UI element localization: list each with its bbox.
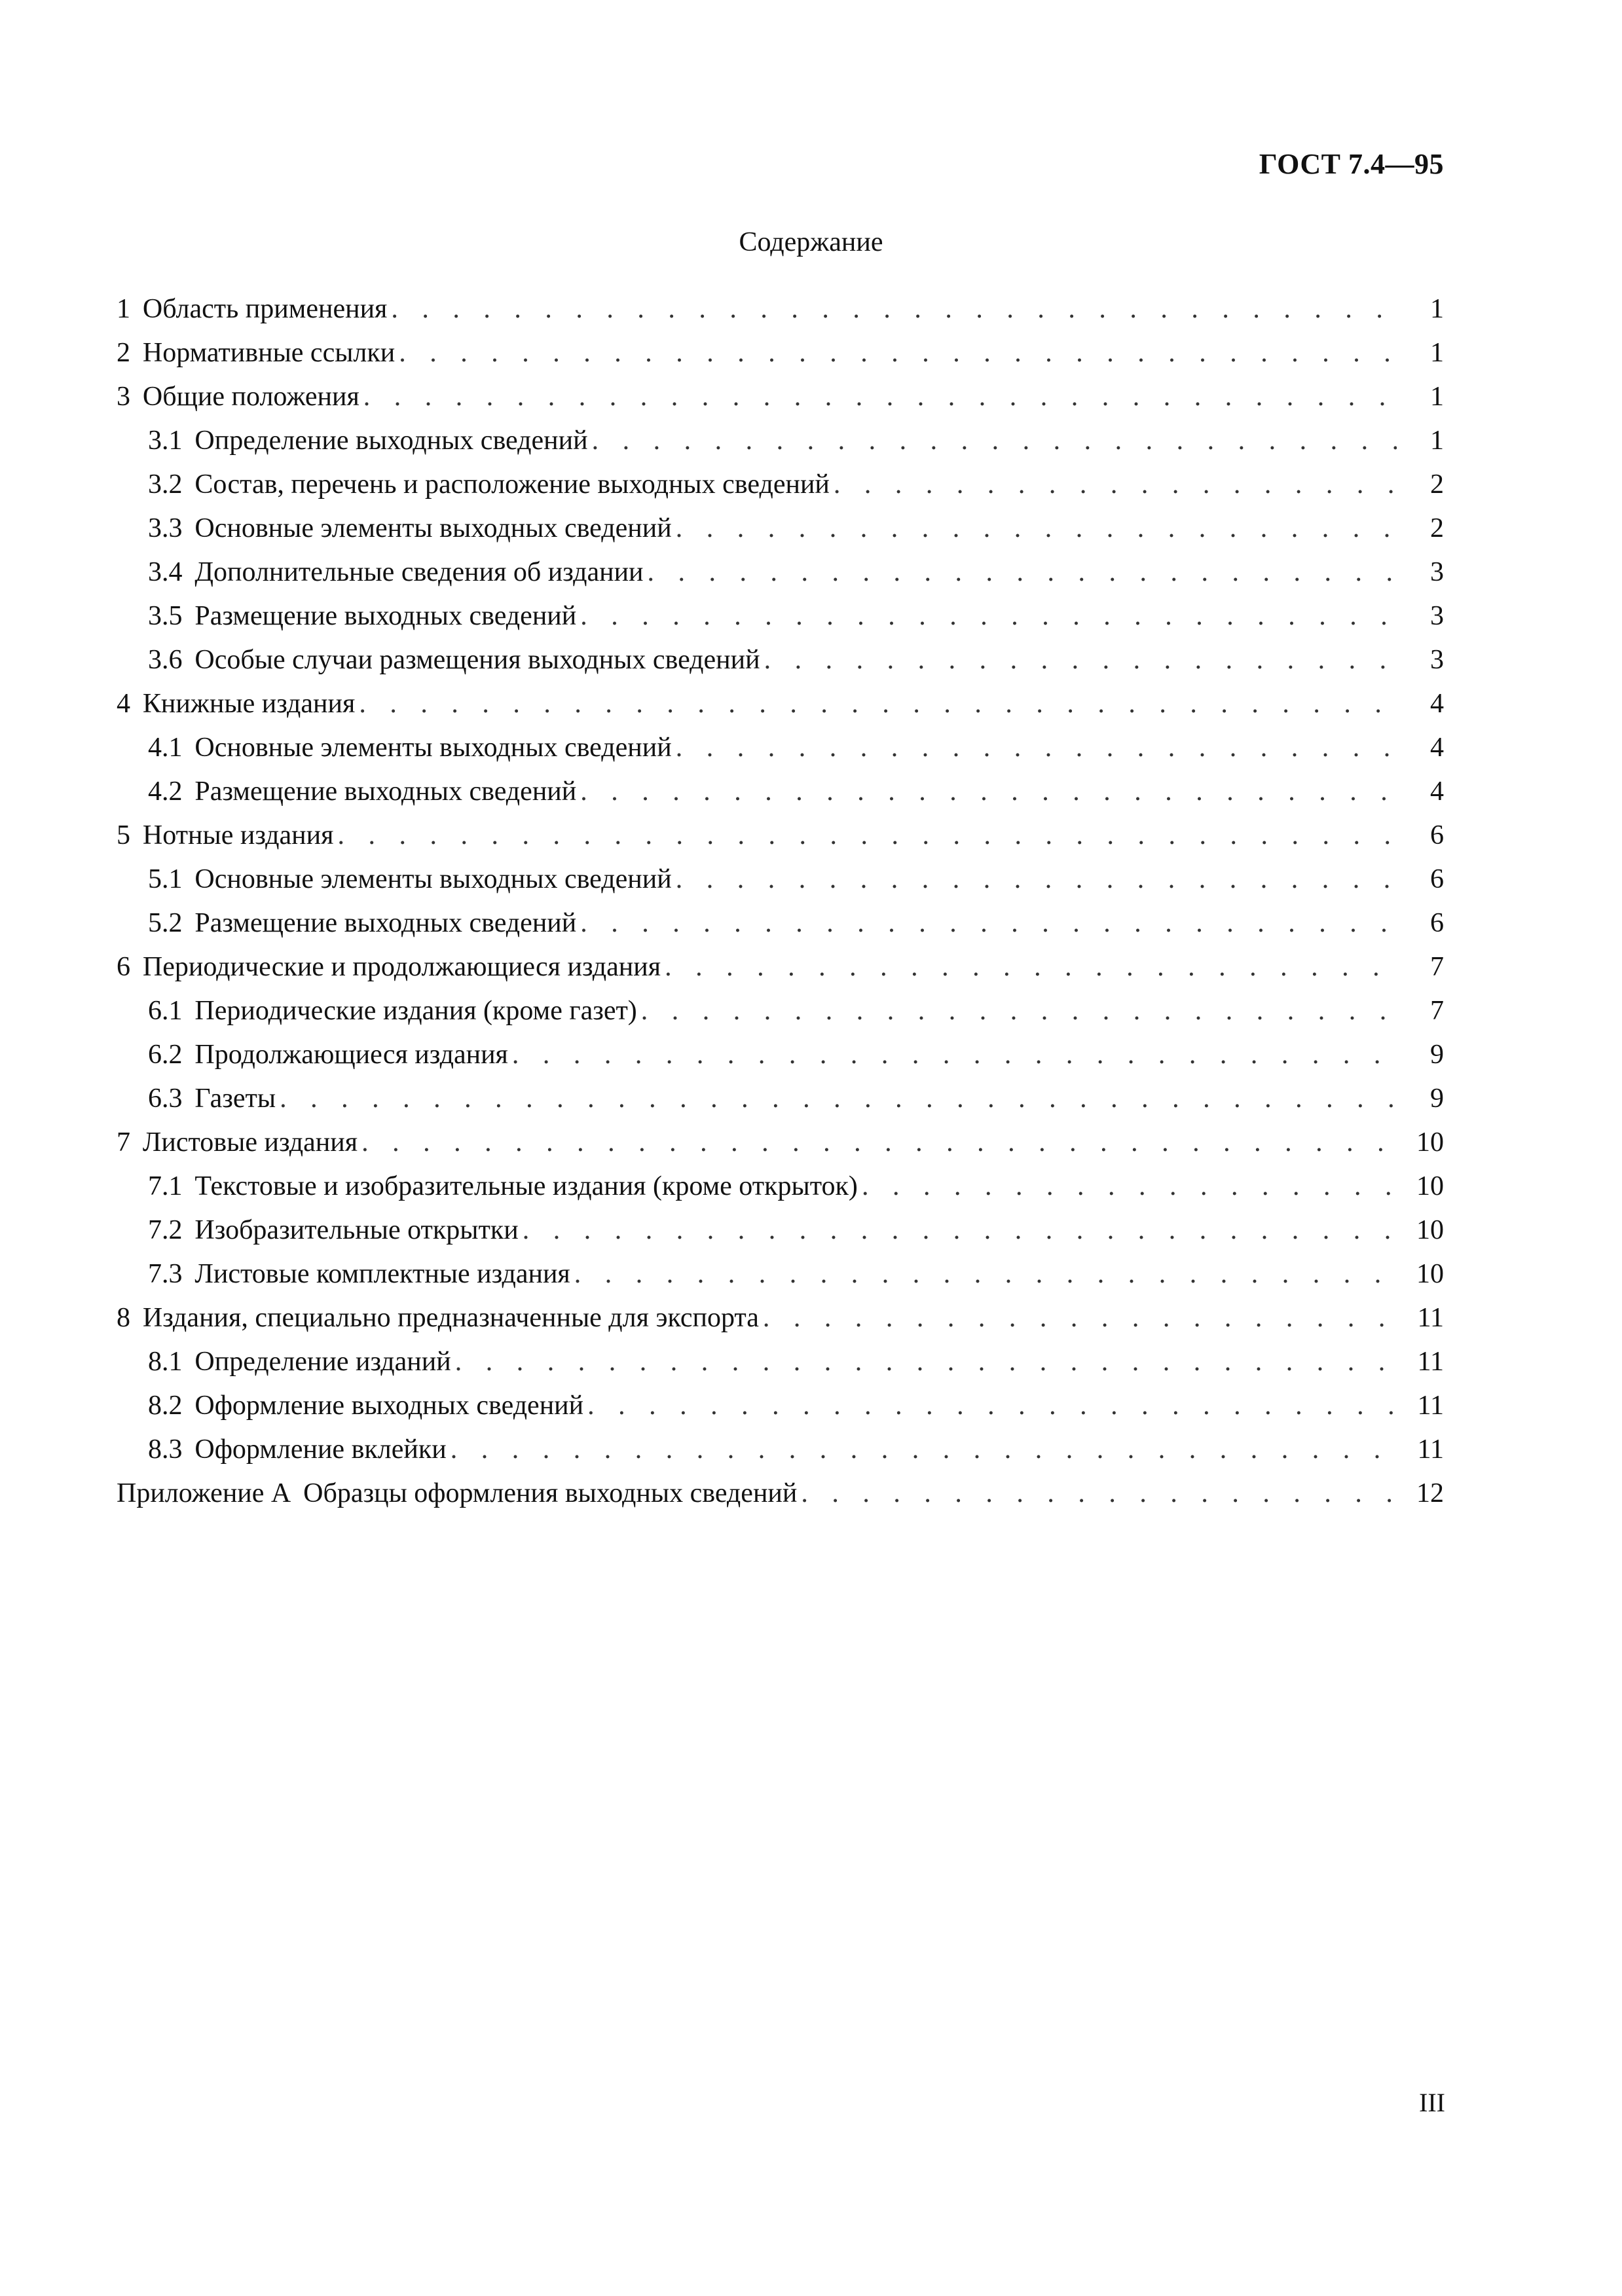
toc-leader-dots <box>592 425 1397 456</box>
toc-entry-title: Периодические издания (кроме газет) <box>194 996 637 1026</box>
toc-entry[interactable] <box>117 951 1444 995</box>
toc-leader-dots <box>359 688 1397 720</box>
toc-entry-title: Листовые комплектные издания <box>194 1259 570 1289</box>
toc-entry-number: 4.1 <box>148 733 183 763</box>
toc-entry-title: Основные элементы выходных сведений <box>194 864 672 894</box>
toc-entry-number: 6.3 <box>148 1084 183 1114</box>
toc-entry-title: Основные элементы выходных сведений <box>194 513 672 543</box>
toc-leader-dots <box>280 1083 1397 1114</box>
toc-entry-title: Изобразительные открытки <box>194 1215 519 1245</box>
toc-entry-title: Дополнительные сведения об издании <box>194 557 644 587</box>
toc-entry-title: Оформление вклейки <box>194 1434 447 1465</box>
toc-entry[interactable] <box>117 293 1444 337</box>
toc-entry-page: 11 <box>1417 1391 1444 1421</box>
toc-entry-label <box>117 293 387 325</box>
toc-entry-number: Приложение А <box>117 1478 291 1508</box>
toc-entry[interactable] <box>117 381 1444 425</box>
toc-entry[interactable] <box>117 600 1444 644</box>
toc-entry-number: 3.2 <box>148 469 183 500</box>
toc-entry-page: 1 <box>1430 338 1444 368</box>
toc-leader-dots <box>676 513 1397 544</box>
toc-leader-dots <box>665 951 1397 983</box>
toc-entry-label <box>148 776 576 807</box>
toc-entry[interactable] <box>117 1390 1444 1434</box>
toc-leader-dots <box>512 1039 1397 1070</box>
toc-entry[interactable] <box>117 1302 1444 1346</box>
toc-entry-title: Область применения <box>142 294 388 324</box>
toc-entry-number: 3.1 <box>148 426 183 456</box>
toc-entry[interactable] <box>117 1127 1444 1171</box>
toc-entry-number: 7.3 <box>148 1259 183 1289</box>
toc-entry-title: Нотные издания <box>142 820 334 850</box>
toc-entry-label <box>148 1258 570 1290</box>
toc-entry-number: 6 <box>117 952 130 982</box>
toc-entry[interactable] <box>117 732 1444 776</box>
toc-entry-number: 3.3 <box>148 513 183 543</box>
toc-entry-title: Продолжающиеся издания <box>194 1040 508 1070</box>
toc-entry-page: 1 <box>1430 426 1444 456</box>
toc-entry-page: 1 <box>1430 294 1444 324</box>
toc-entry-number: 3.4 <box>148 557 183 587</box>
toc-entry-number: 1 <box>117 294 130 324</box>
toc-entry-label <box>148 1083 276 1114</box>
toc-entry-label <box>148 469 830 500</box>
toc-entry-number: 8.2 <box>148 1391 183 1421</box>
toc-entry-label <box>148 995 637 1027</box>
toc-entry-title: Состав, перечень и расположение выходных сведений <box>194 469 830 500</box>
toc-entry-page: 3 <box>1430 645 1444 675</box>
toc-entry-title: Текстовые и изобразительные издания (кроме открыток) <box>194 1171 858 1201</box>
toc-entry-page: 4 <box>1430 776 1444 807</box>
toc-title: Содержание <box>739 227 883 257</box>
toc-entry-label <box>148 513 672 544</box>
toc-entry-title: Периодические и продолжающиеся издания <box>142 952 661 982</box>
toc-entry-page: 2 <box>1430 469 1444 500</box>
toc-entry-label <box>117 951 661 983</box>
toc-entry-number: 2 <box>117 338 130 368</box>
toc-entry[interactable] <box>117 556 1444 600</box>
toc-entry-number: 8.1 <box>148 1347 183 1377</box>
toc-entry-number: 8.3 <box>148 1434 183 1465</box>
toc-entry-number: 7 <box>117 1127 130 1157</box>
toc-entry-number: 7.2 <box>148 1215 183 1245</box>
toc-entry-label <box>117 1478 797 1509</box>
toc-entry-title: Определение изданий <box>194 1347 451 1377</box>
toc-entry-number: 6.2 <box>148 1040 183 1070</box>
toc-leader-dots <box>580 907 1397 939</box>
toc-leader-dots <box>676 864 1397 895</box>
toc-entry-title: Размещение выходных сведений <box>194 908 577 938</box>
toc-leader-dots <box>648 556 1397 588</box>
toc-entry[interactable] <box>117 1171 1444 1214</box>
toc-leader-dots <box>764 644 1397 676</box>
toc-entry[interactable] <box>117 688 1444 732</box>
toc-entry-label <box>148 907 576 939</box>
toc-entry-label <box>148 1039 508 1070</box>
toc-entry[interactable] <box>117 1214 1444 1258</box>
toc-entry-page: 9 <box>1430 1040 1444 1070</box>
toc-entry-number: 5.2 <box>148 908 183 938</box>
toc-entry-number: 5.1 <box>148 864 183 894</box>
toc-entry[interactable] <box>117 644 1444 688</box>
page-number: III <box>1419 2088 1445 2117</box>
toc-entry[interactable] <box>117 995 1444 1039</box>
toc-entry[interactable] <box>117 425 1444 469</box>
toc-leader-dots <box>399 337 1397 369</box>
toc-leader-dots <box>801 1478 1397 1509</box>
toc-entry-label <box>148 1434 447 1465</box>
toc-entry-title: Книжные издания <box>142 689 356 719</box>
toc-leader-dots <box>455 1346 1397 1377</box>
toc-entry-page: 6 <box>1430 864 1444 894</box>
toc-entry-page: 4 <box>1430 733 1444 763</box>
toc-entry-page: 10 <box>1416 1127 1444 1157</box>
toc-leader-dots <box>641 995 1397 1027</box>
toc-entry-number: 4 <box>117 689 130 719</box>
toc-entry-label <box>148 732 672 763</box>
toc-entry-label <box>148 600 576 632</box>
toc-entry-title: Общие положения <box>142 382 359 412</box>
toc-entry-number: 3.6 <box>148 645 183 675</box>
toc-entry-number: 5 <box>117 820 130 850</box>
toc-entry-title: Оформление выходных сведений <box>194 1391 584 1421</box>
toc-entry[interactable] <box>117 1478 1444 1522</box>
toc-entry-label <box>148 425 588 456</box>
toc-entry-label <box>117 381 359 412</box>
toc-entry-page: 6 <box>1430 820 1444 850</box>
toc-leader-dots <box>580 776 1397 807</box>
toc-entry-title: Нормативные ссылки <box>142 338 396 368</box>
toc-entry-page: 3 <box>1430 557 1444 587</box>
toc-entry-label <box>117 820 333 851</box>
toc-entry-title: Листовые издания <box>142 1127 358 1157</box>
toc-entry-label <box>148 864 672 895</box>
toc-leader-dots <box>763 1302 1397 1334</box>
toc-leader-dots <box>834 469 1397 500</box>
toc-entry-label <box>148 644 760 676</box>
toc-entry[interactable] <box>117 776 1444 820</box>
toc-entry[interactable] <box>117 1258 1444 1302</box>
toc-entry[interactable] <box>117 1083 1444 1127</box>
toc-entry-page: 2 <box>1430 513 1444 543</box>
toc-entry-label <box>117 1302 759 1334</box>
toc-entry-page: 6 <box>1430 908 1444 938</box>
toc-entry-page: 11 <box>1417 1303 1444 1333</box>
toc-entry[interactable] <box>117 1434 1444 1478</box>
toc-entry[interactable] <box>117 1346 1444 1390</box>
toc-entry-page: 7 <box>1430 952 1444 982</box>
toc-entry-title: Размещение выходных сведений <box>194 601 577 631</box>
toc-entry-page: 4 <box>1430 689 1444 719</box>
toc-leader-dots <box>363 381 1397 412</box>
toc-entry-page: 3 <box>1430 601 1444 631</box>
toc-entry-number: 8 <box>117 1303 130 1333</box>
toc-entry[interactable] <box>117 907 1444 951</box>
toc-leader-dots <box>337 820 1397 851</box>
toc-entry-title: Особые случаи размещения выходных сведений <box>194 645 760 675</box>
toc-entry-label <box>148 1390 583 1421</box>
toc-entry-label <box>148 1346 451 1377</box>
toc-entry-number: 3 <box>117 382 130 412</box>
toc-entry-label <box>148 1171 858 1202</box>
toc-entry[interactable] <box>117 337 1444 381</box>
toc-leader-dots <box>580 600 1397 632</box>
toc-entry-page: 10 <box>1416 1259 1444 1289</box>
toc-entry-title: Образцы оформления выходных сведений <box>303 1478 798 1508</box>
toc-entry[interactable] <box>117 1039 1444 1083</box>
toc-entry-title: Газеты <box>194 1084 276 1114</box>
toc-entry[interactable] <box>117 469 1444 513</box>
toc-entry-page: 11 <box>1417 1347 1444 1377</box>
toc-leader-dots <box>574 1258 1397 1290</box>
toc-entry-page: 10 <box>1416 1215 1444 1245</box>
toc-entry-label <box>148 1214 519 1246</box>
toc-entry-page: 9 <box>1430 1084 1444 1114</box>
toc-entry-title: Размещение выходных сведений <box>194 776 577 807</box>
toc-entry-page: 10 <box>1416 1171 1444 1201</box>
toc-entry-number: 4.2 <box>148 776 183 807</box>
toc-entry-label <box>117 1127 358 1158</box>
toc-entry-title: Основные элементы выходных сведений <box>194 733 672 763</box>
toc-entry-number: 3.5 <box>148 601 183 631</box>
toc-leader-dots <box>451 1434 1397 1465</box>
toc-entry-number: 7.1 <box>148 1171 183 1201</box>
toc-leader-dots <box>523 1214 1397 1246</box>
toc-entry-number: 6.1 <box>148 996 183 1026</box>
toc-leader-dots <box>391 293 1397 325</box>
toc-leader-dots <box>862 1171 1397 1202</box>
toc-entry-title: Определение выходных сведений <box>194 426 588 456</box>
table-of-contents <box>117 293 1444 1522</box>
toc-entry[interactable] <box>117 513 1444 556</box>
toc-entry[interactable] <box>117 864 1444 907</box>
toc-entry-label <box>117 688 355 720</box>
toc-entry-page: 1 <box>1430 382 1444 412</box>
toc-entry-label <box>148 556 644 588</box>
toc-entry[interactable] <box>117 820 1444 864</box>
toc-entry-label <box>117 337 395 369</box>
toc-leader-dots <box>587 1390 1397 1421</box>
toc-leader-dots <box>361 1127 1397 1158</box>
toc-entry-page: 12 <box>1416 1478 1444 1508</box>
toc-entry-page: 7 <box>1430 996 1444 1026</box>
toc-leader-dots <box>676 732 1397 763</box>
toc-entry-title: Издания, специально предназначенные для экспорта <box>142 1303 759 1333</box>
document-code: ГОСТ 7.4—95 <box>1259 148 1444 180</box>
toc-entry-page: 11 <box>1417 1434 1444 1465</box>
